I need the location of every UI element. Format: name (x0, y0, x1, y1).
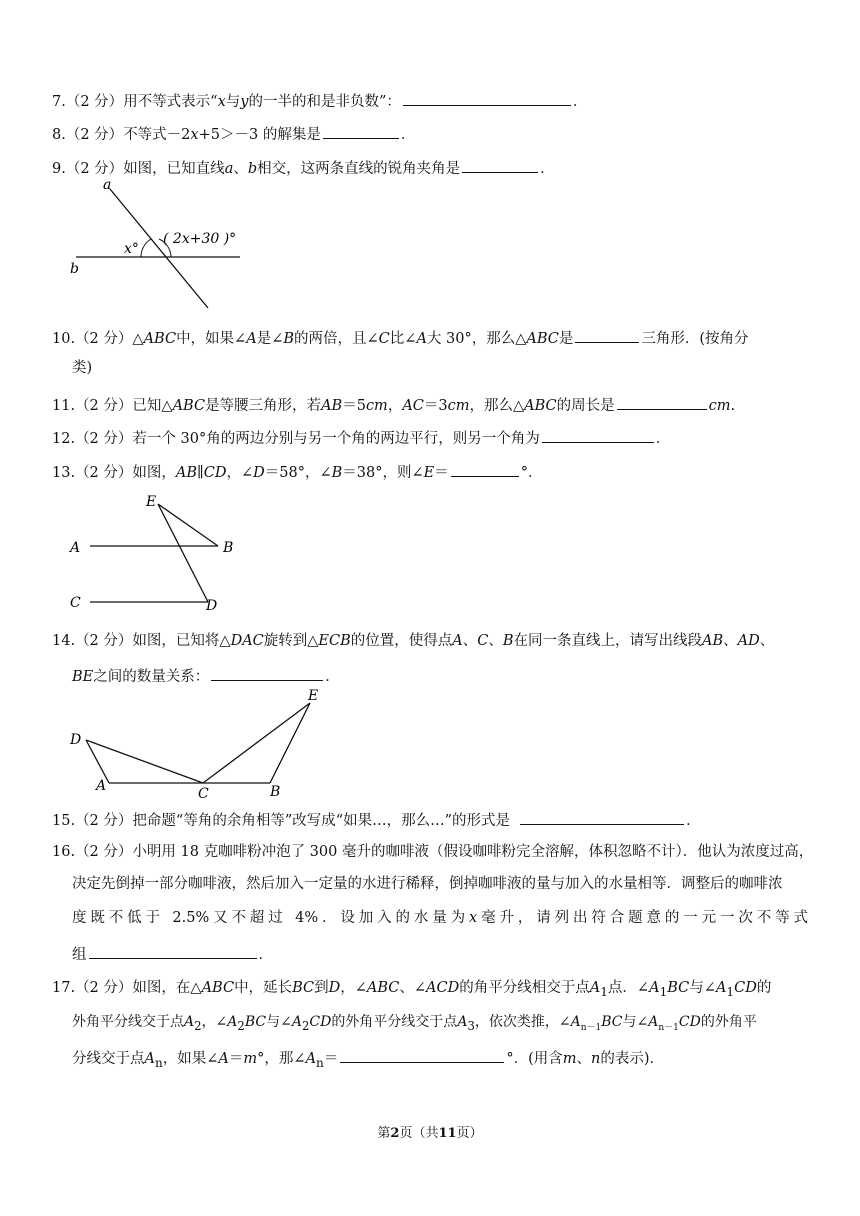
question-10: 10.（2 分）△ABC中，如果∠A是∠B的两倍，且∠C比∠A大 30°，那么△ABC是 三角形．(按角分 (52, 326, 749, 349)
label-b: b (70, 261, 79, 277)
question-16-line4: 组 ． (72, 942, 273, 965)
answer-blank[interactable] (403, 89, 571, 106)
answer-blank[interactable] (520, 808, 684, 825)
question-11: 11.（2 分）已知△ABC是等腰三角形，若AB＝5cm，AC＝3cm，那么△ABC的周长是 cm. (52, 393, 735, 416)
label-A: A (70, 540, 81, 556)
answer-blank[interactable] (89, 942, 257, 959)
label-A: A (96, 778, 107, 794)
figure-q9 (60, 175, 260, 315)
label-x: x° (124, 241, 139, 257)
question-16-line3: 度既不低于 2.5%又不超过 4%．设加入的水量为x毫升，请列出符合题意的一元一次不等式 (72, 910, 808, 926)
question-17: 17.（2 分）如图，在△ABC中，延长BC到D，∠ABC、∠ACD的角平分线相交于点$A_1$点．$\angle A_1BC$与$\angle A_1CD$的 (52, 980, 772, 999)
figure-q13 (66, 490, 246, 615)
label-E: E (146, 494, 157, 510)
question-16: 16.（2 分）小明用 18 克咖啡粉冲泡了 300 毫升的咖啡液（假设咖啡粉完全溶解，体积忽略不计）．他认为浓度过高， (52, 844, 814, 860)
label-a: a (103, 177, 112, 193)
answer-blank[interactable] (323, 122, 399, 139)
page-footer: 第2页（共11页） (377, 1126, 483, 1141)
question-17-line3: 分线交于点$A_n$，如果∠A＝m°，那$\angle A_n=$ °．(用含m、n的表示)． (72, 1046, 664, 1073)
label-C: C (198, 786, 209, 802)
answer-blank[interactable] (462, 156, 538, 173)
answer-blank[interactable] (575, 326, 639, 343)
answer-blank[interactable] (211, 664, 323, 681)
question-8: 8.（2 分）不等式－2x+5＞－3 的解集是 ． (52, 122, 415, 145)
label-C: C (70, 595, 81, 611)
label-D: D (206, 598, 218, 614)
label-angle-expr: ( 2x+30 )° (163, 231, 237, 247)
answer-blank[interactable] (451, 460, 519, 477)
question-13: 13.（2 分）如图，AB∥CD，∠D＝58°，∠B＝38°，则∠E＝ °． (52, 460, 543, 483)
label-B: B (270, 784, 281, 800)
question-16-line2: 决定先倒掉一部分咖啡液，然后加入一定量的水进行稀释，倒掉咖啡液的量与加入的水量相等．调整后的咖啡浓 (72, 876, 783, 892)
question-10-cont: 类) (72, 360, 93, 376)
answer-blank[interactable] (617, 393, 707, 410)
label-B: B (223, 540, 234, 556)
answer-blank[interactable] (340, 1046, 504, 1063)
label-D: D (70, 732, 82, 748)
figure-q14 (64, 684, 334, 802)
question-14-cont: BE之间的数量关系： ． (72, 664, 340, 687)
answer-blank[interactable] (542, 426, 654, 443)
question-17-line2: 外角平分线交于点$A_2$，$\angle A_2BC$与$\angle A_2CD$的外角平分线交于点$A_3$，依次类推，$\angle A_{n-1}BC$与$\angle A_{n-1}CD$的外角平 (72, 1014, 757, 1033)
question-12: 12.（2 分）若一个 30°角的两边分别与另一个角的两边平行，则另一个角为 ． (52, 426, 670, 449)
question-15: 15.（2 分）把命题“等角的余角相等”改写成“如果…，那么…”的形式是 ． (52, 808, 701, 831)
question-9: 9.（2 分）如图，已知直线a、b相交，这两条直线的锐角夹角是 ． (52, 156, 555, 179)
label-E: E (308, 688, 319, 704)
question-14: 14.（2 分）如图，已知将△DAC旋转到△ECB的位置，使得点A、C、B在同一条直线上，请写出线段AB、AD、 (52, 633, 775, 649)
question-7: 7.（2 分）用不等式表示“x与y的一半的和是非负数”： ． (52, 89, 587, 112)
